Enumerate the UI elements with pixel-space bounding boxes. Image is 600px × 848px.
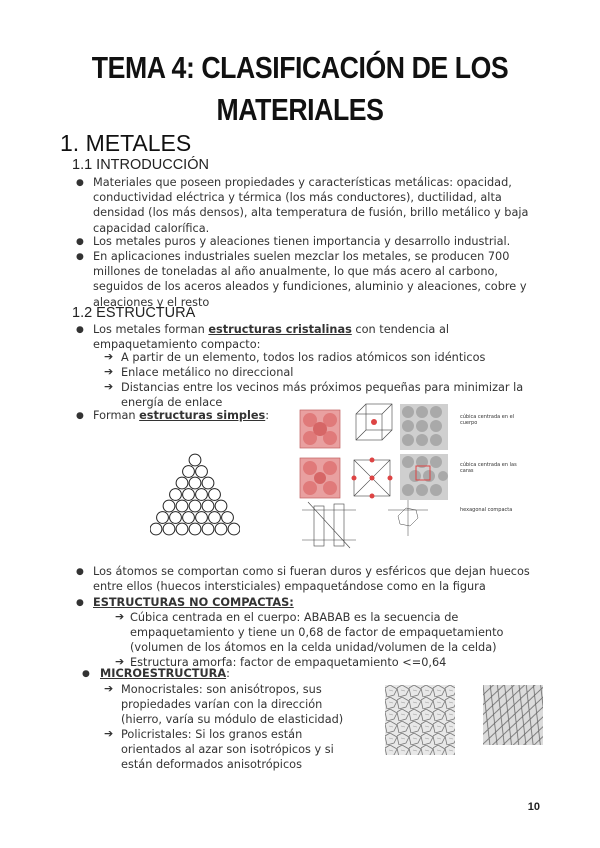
- crystal-structures-figure: [298, 400, 456, 552]
- sphere: [183, 512, 195, 524]
- sphere: [176, 500, 188, 512]
- sphere: [176, 523, 188, 535]
- sphere: [228, 523, 240, 535]
- no-compactas-sub-2: Estructura amorfa: factor de empaquetamiento <=0,64: [130, 656, 447, 669]
- fig-label-bcc: cúbica centrada en el cuerpo: [460, 414, 515, 426]
- estructura-bullet-4: ESTRUCTURAS NO COMPACTAS:: [93, 596, 294, 609]
- sphere: [170, 489, 182, 501]
- sphere: [157, 512, 169, 524]
- sphere: [202, 523, 214, 535]
- fig-label-fcc: cúbica centrada en las caras: [460, 462, 517, 474]
- bullet-icon: ●: [76, 252, 84, 262]
- sphere: [209, 489, 221, 501]
- bullet-icon: ●: [76, 598, 84, 608]
- sphere: [189, 523, 201, 535]
- section-heading-metales: 1. METALES: [60, 130, 192, 156]
- micrograph-isotropic-image: [385, 685, 455, 755]
- intro-bullet-1: Materiales que poseen propiedades y características metálicas: opacidad, conductividad eléctrica y térmica (los más conductores), ductilidad, alta densidad (los más densos), alta temperatura de fusión, brillo metálico y baja capacidad calorífica.: [93, 176, 529, 235]
- bullet-icon: ●: [76, 325, 84, 335]
- sphere: [222, 512, 234, 524]
- sphere: [202, 500, 214, 512]
- estructura-bullet-3: Los átomos se comportan como si fueran duros y esféricos que dejan huecos entre ellos (huecos intersticiales) empaquetándose como en la figura: [93, 565, 530, 594]
- sphere: [170, 512, 182, 524]
- sphere: [215, 523, 227, 535]
- estructura-bullet-1: Los metales forman estructuras cristalinas con tendencia al empaquetamiento compacto:: [93, 323, 450, 352]
- arrow-icon: ➔: [115, 655, 125, 668]
- sphere: [189, 454, 201, 466]
- arrow-icon: ➔: [104, 682, 114, 695]
- bullet-icon: ●: [76, 178, 84, 188]
- sphere: [196, 512, 208, 524]
- sphere: [176, 477, 188, 489]
- arrow-icon: ➔: [115, 610, 125, 623]
- sphere: [150, 523, 162, 535]
- estructura-bullet-2: Forman estructuras simples:: [93, 409, 270, 422]
- sphere: [183, 489, 195, 501]
- intro-bullet-2: Los metales puros y aleaciones tienen importancia y desarrollo industrial.: [93, 235, 511, 248]
- sphere: [189, 500, 201, 512]
- estructura-sub-2: Enlace metálico no direccional: [121, 366, 294, 379]
- fig-label-hcp: hexagonal compacta: [460, 507, 513, 513]
- arrow-icon: ➔: [104, 350, 114, 363]
- bullet-icon: ●: [76, 411, 84, 421]
- estructura-sub-3: Distancias entre los vecinos más próximos pequeñas para minimizar la energía de enlace: [121, 381, 524, 410]
- sphere: [183, 466, 195, 478]
- sphere: [163, 523, 175, 535]
- page-number: 10: [527, 801, 540, 813]
- arrow-icon: ➔: [104, 380, 114, 393]
- sphere: [202, 477, 214, 489]
- bullet-icon: ●: [82, 669, 90, 679]
- page-title-line1: TEMA 4: CLASIFICACIÓN DE LOS: [91, 50, 509, 85]
- bullet-icon: ●: [76, 237, 84, 247]
- sphere: [189, 477, 201, 489]
- subsection-heading-introduccion: 1.1 INTRODUCCIÓN: [72, 157, 209, 173]
- estructura-bullet-5: MICROESTRUCTURA:: [100, 667, 230, 680]
- sphere: [209, 512, 221, 524]
- arrow-icon: ➔: [104, 727, 114, 740]
- intro-bullet-3: En aplicaciones industriales suelen mezclar los metales, se producen 700 millones de toneladas al año anualmente, lo que más acero al carbono, seguidos de los aceros aleados y fundiciones, aluminio y aleaciones, cobre y aleaciones y el resto: [93, 250, 527, 309]
- sphere: [163, 500, 175, 512]
- estructura-sub-1: A partir de un elemento, todos los radios atómicos son idénticos: [121, 351, 486, 364]
- microestructura-sub-1: Monocristales: son anisótropos, sus propiedades varían con la dirección (hierro, varía su módulo de elasticidad): [121, 683, 344, 727]
- page-title-line2: MATERIALES: [216, 92, 384, 127]
- sphere-pyramid-figure: [150, 452, 240, 540]
- no-compactas-sub-1: Cúbica centrada en el cuerpo: ABABAB es la secuencia de empaquetamiento y tiene un 0,68 de factor de empaquetamiento (volumen de los átomos en la celda unidad/volumen de la celda): [130, 611, 504, 655]
- bullet-icon: ●: [76, 567, 84, 577]
- micrograph-deformed-image: [483, 685, 543, 745]
- arrow-icon: ➔: [104, 365, 114, 378]
- subsection-heading-estructura: 1.2 ESTRUCTURA: [72, 305, 196, 321]
- sphere: [196, 489, 208, 501]
- sphere: [215, 500, 227, 512]
- microestructura-sub-2: Policristales: Si los granos están orientados al azar son isotrópicos y si están deformados anisotrópicos: [121, 728, 334, 772]
- sphere: [196, 466, 208, 478]
